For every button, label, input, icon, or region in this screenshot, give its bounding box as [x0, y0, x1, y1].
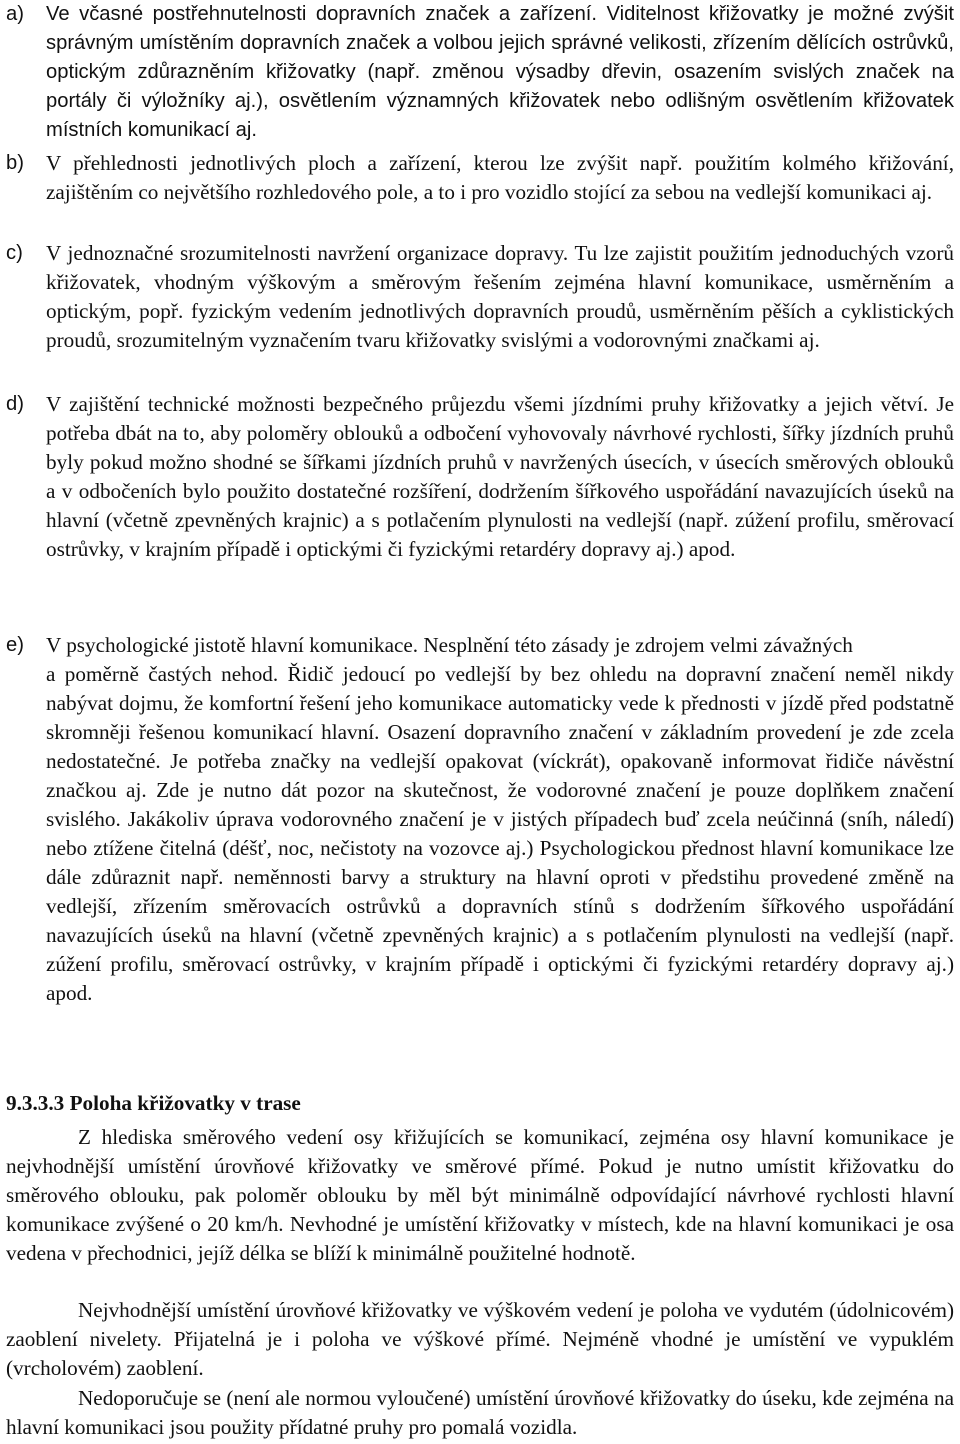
list-item-b — [6, 149, 954, 207]
section-heading: 9.3.3.3 Poloha křižovatky v trase — [6, 1091, 301, 1115]
list-marker: c) — [6, 242, 23, 264]
list-item-c — [6, 239, 954, 355]
list-item-text: V přehlednosti jednotlivých ploch a zařízení, kterou lze zvýšit např. použitím kolmého křižování, zajištěním co největšího rozhledového pole, a to i pro vozidlo stojící za sebou na vedlejší komunikaci aj. — [46, 151, 954, 204]
paragraph: Nedoporučuje se (není ale normou vyloučené) umístění úrovňové křižovatky do úseku, kde zejména na hlavní komunikaci jsou použity přídatné pruhy pro pomalá vozidla. — [6, 1386, 954, 1439]
list-marker: e) — [6, 634, 24, 656]
list-item-text — [46, 631, 954, 1008]
list-marker: a) — [6, 3, 24, 25]
list-item-text: V jednoznačné srozumitelnosti navržení organizace dopravy. Tu lze zajistit použitím jednoduchých vzorů křižovatek, vhodným výškovým a směrovým řešením zejména hlavní komunikace, usměrněním a optickým, popř. fyzickým vedením jednotlivých dopravních proudů, usměrněním pěších a cyklistických proudů, srozumitelným vyznačením tvaru křižovatky svislými a vodorovnými značkami aj. — [46, 241, 954, 352]
paragraph: Z hlediska směrového vedení osy křižujících se komunikací, zejména osy hlavní komunikace je nejvhodnější umístění úrovňové křižovatky ve směrové přímé. Pokud je nutno umístit křižovatku do směrového oblouku, pak poloměr oblouku by měl být minimálně odpovídající návrhové rychlosti hlavní komunikace zvýšené o 20 km/h. Nevhodné je umístění křižovatky v místech, kde na hlavní komunikaci je osa vedena v přechodnici, jejíž délka se blíží k minimálně použitelné hodnotě. — [6, 1125, 954, 1265]
list-item-e — [6, 631, 954, 1008]
list-marker: d) — [6, 393, 24, 415]
list-item-text: Ve včasné postřehnutelnosti dopravních značek a zařízení. Viditelnost křižovatky je možné zvýšit správným umístěním dopravních značek a volbou jejich správné velikosti, zřízením dělících ostrůvků, optickým zdůrazněním křižovatky (např. změnou výsadby dřevin, osazením svislých značek na portály či výložníky aj.), osvětlením významných křižovatek nebo odlišným osvětlením křižovatek místních komunikací aj. — [46, 3, 954, 141]
list-item-text: V zajištění technické možnosti bezpečného průjezdu všemi jízdními pruhy křižovatky a jejich větví. Je potřeba dbát na to, aby poloměry oblouků a odbočení vyhovovaly návrhové rychlosti, šířky jízdních pruhů byly pokud možno shodné se šířkami jízdních pruhů v navržených úsecích, v úsecích směrových oblouků a v odbočeních bylo použito dostatečné rozšíření, dodržením šířkového uspořádání navazujících úseků na hlavní (včetně zpevněných krajnic) a s potlačením plynulosti na vedlejší (např. zúžení profilu, směrovací ostrůvky, v krajním případě i optickými či fyzickými retardéry dopravy aj.) apod. — [46, 392, 954, 561]
list-marker: b) — [6, 152, 24, 174]
paragraph: Nejvhodnější umístění úrovňové křižovatky ve výškovém vedení je poloha ve vydutém (údolnicovém) zaoblení nivelety. Přijatelná je i poloha ve výškové přímé. Nejméně vhodné je umístění ve vypuklém (vrcholovém) zaoblení. — [6, 1298, 954, 1380]
list-item-d — [6, 390, 954, 564]
list-item-text-line1: V psychologické jistotě hlavní komunikace. Nesplnění této zásady je zdrojem velmi závažných — [46, 633, 853, 657]
list-item-a — [6, 0, 954, 145]
list-item-text-line2: a poměrně častých nehod. Řidič jedoucí po vedlejší by bez ohledu na dopravní značení neměl nikdy nabývat dojmu, že komfortní řešení jeho komunikace automaticky vede k přednosti v jízdě před podstatně skromněji řešenou komunikací hlavní. Osazení dopravního značení v základním provedení je zde zcela nedostatečné. Je potřeba značky na vedlejší opakovat (víckrát), opakovaně informovat řidiče návěstní značkou aj. Zde je nutno dát pozor na skutečnost, že vodorovné značení je pouze doplňkem značení svislého. Jakákoliv úprava vodorovného značení je v jistých případech buď zcela neúčinná (sníh, náledí) nebo ztížene čitelná (déšť, noc, nečistoty na vozovce aj.) Psychologickou přednost hlavní komunikace lze dále zdůraznit např. neměnnosti barvy a struktury na hlavní oproti v předstihu provedené změně na vedlejší, zřízením směrovacích ostrůvků a dopravních stínů s dodržením šířkového uspořádání navazujících úseků na hlavní (včetně zpevněných krajnic) a s potlačením plynulosti na vedlejší (např. zúžení profilu, směrovací ostrůvky, v krajním případě i optickými či fyzickými retardéry dopravy aj.) apod. — [46, 662, 954, 1005]
